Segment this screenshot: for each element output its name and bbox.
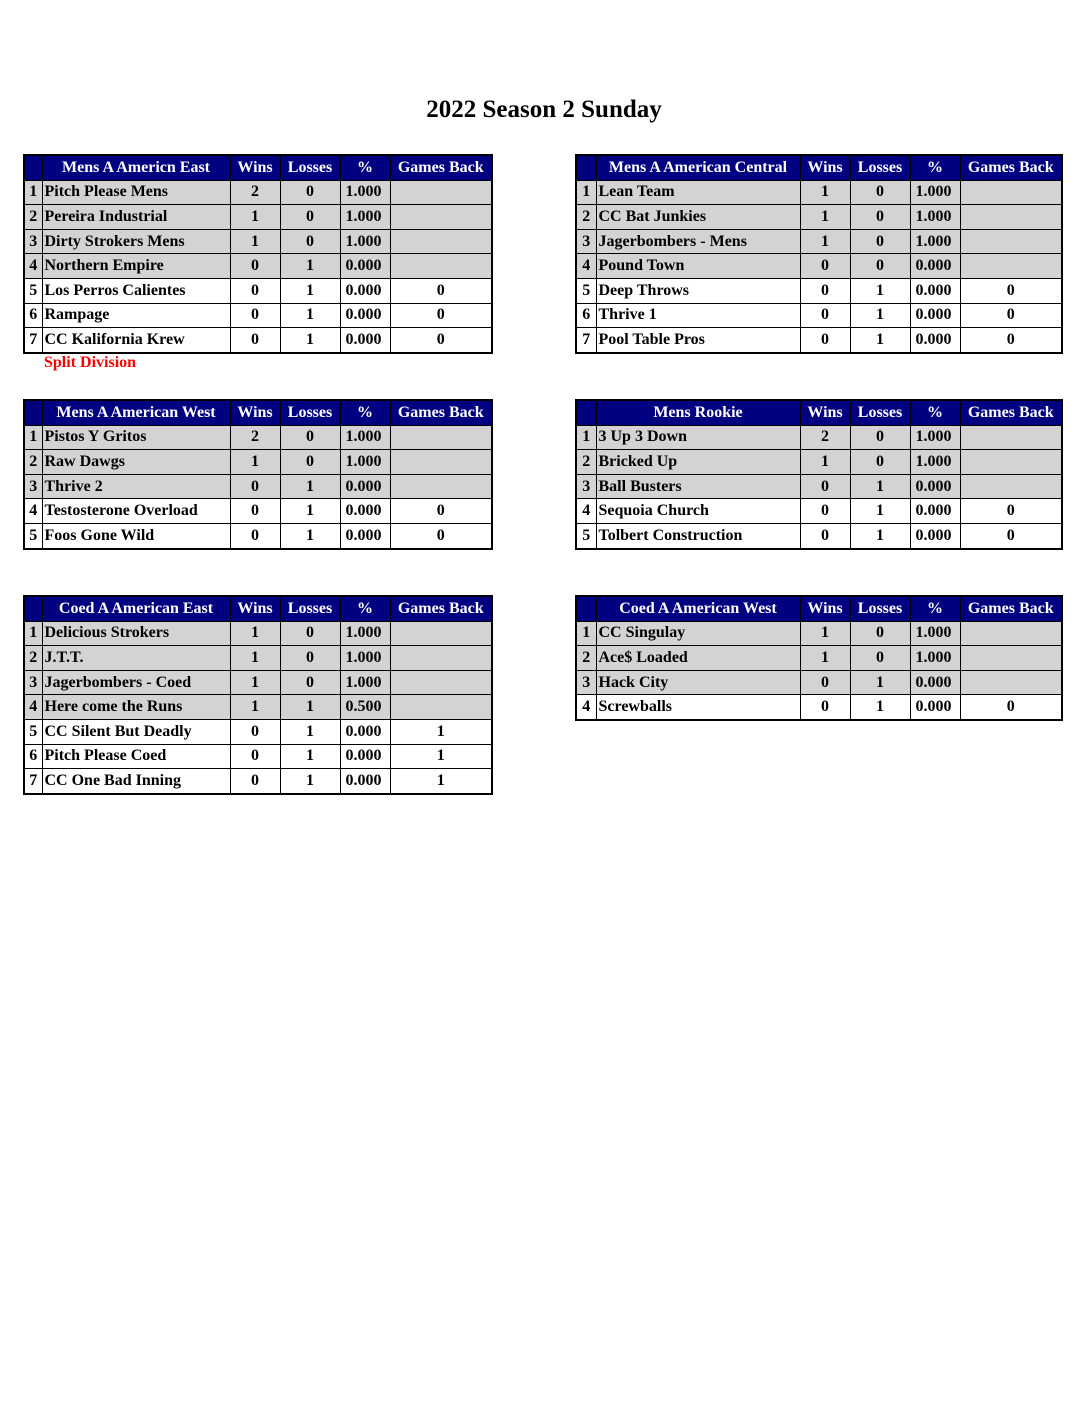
table-row (24, 769, 492, 794)
rank-cell: 4 (576, 499, 596, 524)
pct-header: % (340, 155, 390, 180)
table-row (576, 278, 1062, 303)
losses-cell: 1 (280, 303, 340, 328)
division-name: Mens A Americn East (42, 155, 230, 180)
wins-header: Wins (800, 155, 850, 180)
standings-table-mens-rookie (575, 399, 1063, 550)
wins-cell: 0 (230, 719, 280, 744)
games-back-header: Games Back (960, 400, 1062, 425)
wins-cell: 2 (800, 425, 850, 450)
rank-header (24, 596, 42, 621)
wins-header: Wins (230, 596, 280, 621)
wins-header: Wins (800, 596, 850, 621)
wins-cell: 1 (230, 205, 280, 230)
games-back-cell (960, 670, 1062, 695)
wins-cell: 1 (800, 205, 850, 230)
team-cell: CC Silent But Deadly (42, 719, 230, 744)
games-back-cell: 0 (960, 523, 1062, 548)
wins-cell: 0 (230, 328, 280, 353)
rank-cell: 2 (24, 205, 42, 230)
pct-cell: 1.000 (340, 205, 390, 230)
pct-cell: 1.000 (910, 646, 960, 671)
losses-cell: 1 (850, 474, 910, 499)
rank-cell: 6 (24, 744, 42, 769)
rank-cell: 5 (24, 278, 42, 303)
losses-header: Losses (280, 155, 340, 180)
pct-cell: 0.000 (340, 278, 390, 303)
rank-header (576, 400, 596, 425)
team-cell: CC Kalifornia Krew (42, 328, 230, 353)
games-back-header: Games Back (960, 596, 1062, 621)
losses-cell: 0 (850, 450, 910, 475)
games-back-cell (390, 180, 492, 205)
wins-cell: 0 (800, 695, 850, 720)
wins-cell: 0 (230, 254, 280, 279)
table-header-row (24, 596, 492, 621)
team-cell: Here come the Runs (42, 695, 230, 720)
losses-header: Losses (850, 596, 910, 621)
page-title: 2022 Season 2 Sunday (426, 96, 662, 123)
table-row (24, 719, 492, 744)
pct-cell: 1.000 (340, 646, 390, 671)
losses-cell: 0 (280, 425, 340, 450)
pct-header: % (340, 400, 390, 425)
pct-cell: 1.000 (340, 180, 390, 205)
wins-cell: 0 (800, 328, 850, 353)
losses-header: Losses (280, 400, 340, 425)
pct-cell: 1.000 (340, 229, 390, 254)
wins-header: Wins (230, 400, 280, 425)
pct-cell: 1.000 (910, 180, 960, 205)
table-row (576, 621, 1062, 646)
losses-cell: 1 (280, 254, 340, 279)
pct-cell: 0.000 (340, 499, 390, 524)
standings-table-coed-a-american-east (23, 595, 493, 795)
rank-cell: 2 (576, 450, 596, 475)
pct-cell: 0.000 (340, 744, 390, 769)
pct-header: % (910, 155, 960, 180)
pct-cell: 1.000 (910, 205, 960, 230)
table-row (576, 450, 1062, 475)
rank-cell: 2 (576, 205, 596, 230)
pct-cell: 0.000 (340, 769, 390, 794)
losses-cell: 0 (280, 621, 340, 646)
games-back-header: Games Back (390, 400, 492, 425)
team-cell: Pereira Industrial (42, 205, 230, 230)
wins-cell: 1 (800, 229, 850, 254)
table-header-row (24, 155, 492, 180)
team-cell: Rampage (42, 303, 230, 328)
losses-header: Losses (280, 596, 340, 621)
division-name: Mens Rookie (596, 400, 800, 425)
losses-cell: 1 (280, 523, 340, 548)
rank-header (576, 596, 596, 621)
games-back-cell (960, 254, 1062, 279)
standings-table-mens-a-american-east (23, 154, 493, 354)
wins-cell: 2 (230, 180, 280, 205)
losses-cell: 0 (850, 425, 910, 450)
table-row (24, 205, 492, 230)
standings-table-mens-a-american-west (23, 399, 493, 550)
games-back-cell: 0 (390, 523, 492, 548)
wins-cell: 0 (800, 474, 850, 499)
team-cell: CC Bat Junkies (596, 205, 800, 230)
pct-cell: 1.000 (340, 621, 390, 646)
wins-header: Wins (230, 155, 280, 180)
rank-cell: 3 (576, 670, 596, 695)
rank-cell: 2 (24, 646, 42, 671)
games-back-header: Games Back (390, 155, 492, 180)
team-cell: Dirty Strokers Mens (42, 229, 230, 254)
pct-cell: 0.000 (910, 278, 960, 303)
table-row (576, 646, 1062, 671)
team-cell: Testosterone Overload (42, 499, 230, 524)
pct-cell: 0.000 (910, 328, 960, 353)
rank-cell: 5 (576, 523, 596, 548)
rank-cell: 7 (576, 328, 596, 353)
games-back-cell (960, 621, 1062, 646)
rank-cell: 2 (24, 450, 42, 475)
table-row (24, 646, 492, 671)
losses-cell: 0 (280, 646, 340, 671)
wins-cell: 0 (800, 254, 850, 279)
rank-header (576, 155, 596, 180)
team-cell: Jagerbombers - Coed (42, 670, 230, 695)
losses-cell: 0 (280, 180, 340, 205)
table-row (24, 499, 492, 524)
table-row (24, 523, 492, 548)
losses-header: Losses (850, 400, 910, 425)
games-back-cell (960, 474, 1062, 499)
wins-cell: 1 (800, 621, 850, 646)
table-row (24, 744, 492, 769)
pct-cell: 1.000 (910, 425, 960, 450)
games-back-cell: 0 (390, 303, 492, 328)
pct-cell: 1.000 (340, 670, 390, 695)
rank-cell: 3 (576, 474, 596, 499)
wins-cell: 0 (230, 474, 280, 499)
rank-cell: 5 (24, 719, 42, 744)
rank-cell: 1 (576, 180, 596, 205)
losses-cell: 1 (850, 499, 910, 524)
team-cell: Jagerbombers - Mens (596, 229, 800, 254)
rank-header (24, 155, 42, 180)
games-back-cell: 0 (390, 328, 492, 353)
team-cell: Screwballs (596, 695, 800, 720)
losses-cell: 0 (280, 205, 340, 230)
rank-cell: 3 (24, 670, 42, 695)
table-row (576, 205, 1062, 230)
rank-cell: 4 (576, 254, 596, 279)
wins-header: Wins (800, 400, 850, 425)
games-back-cell (390, 450, 492, 475)
games-back-cell (390, 425, 492, 450)
division-name: Mens A American Central (596, 155, 800, 180)
losses-header: Losses (850, 155, 910, 180)
pct-cell: 1.000 (340, 425, 390, 450)
wins-cell: 1 (800, 450, 850, 475)
table-row (24, 425, 492, 450)
team-cell: Tolbert Construction (596, 523, 800, 548)
team-cell: Northern Empire (42, 254, 230, 279)
pct-cell: 0.000 (340, 328, 390, 353)
games-back-header: Games Back (390, 596, 492, 621)
table-row (24, 254, 492, 279)
table-row (576, 303, 1062, 328)
losses-cell: 0 (850, 229, 910, 254)
losses-cell: 1 (850, 670, 910, 695)
table-row (576, 499, 1062, 524)
team-cell: Bricked Up (596, 450, 800, 475)
table-row (576, 425, 1062, 450)
team-cell: Sequoia Church (596, 499, 800, 524)
losses-cell: 1 (280, 328, 340, 353)
team-cell: Pound Town (596, 254, 800, 279)
team-cell: Ball Busters (596, 474, 800, 499)
table-row (576, 474, 1062, 499)
pct-header: % (340, 596, 390, 621)
wins-cell: 1 (230, 229, 280, 254)
losses-cell: 0 (850, 646, 910, 671)
wins-cell: 0 (800, 670, 850, 695)
losses-cell: 1 (850, 278, 910, 303)
table-row (24, 450, 492, 475)
team-cell: Pistos Y Gritos (42, 425, 230, 450)
pct-cell: 0.500 (340, 695, 390, 720)
losses-cell: 1 (850, 523, 910, 548)
table-header-row (576, 596, 1062, 621)
wins-cell: 0 (230, 744, 280, 769)
games-back-cell (960, 450, 1062, 475)
losses-cell: 1 (850, 695, 910, 720)
pct-cell: 0.000 (340, 523, 390, 548)
wins-cell: 1 (230, 646, 280, 671)
pct-cell: 0.000 (340, 719, 390, 744)
rank-cell: 4 (576, 695, 596, 720)
wins-cell: 0 (230, 769, 280, 794)
games-back-cell (390, 254, 492, 279)
team-cell: CC Singulay (596, 621, 800, 646)
table-row (576, 254, 1062, 279)
pct-header: % (910, 400, 960, 425)
rank-header (24, 400, 42, 425)
table-header-row (24, 400, 492, 425)
games-back-header: Games Back (960, 155, 1062, 180)
games-back-cell: 0 (960, 328, 1062, 353)
division-name: Coed A American East (42, 596, 230, 621)
games-back-cell (390, 621, 492, 646)
pct-cell: 1.000 (910, 450, 960, 475)
table-row (24, 621, 492, 646)
games-back-cell: 0 (960, 695, 1062, 720)
pct-cell: 1.000 (910, 229, 960, 254)
table-row (24, 695, 492, 720)
wins-cell: 1 (800, 646, 850, 671)
losses-cell: 1 (280, 499, 340, 524)
table-header-row (576, 400, 1062, 425)
table-row (24, 303, 492, 328)
rank-cell: 4 (24, 695, 42, 720)
losses-cell: 1 (280, 474, 340, 499)
wins-cell: 0 (230, 303, 280, 328)
games-back-cell (390, 229, 492, 254)
losses-cell: 1 (280, 744, 340, 769)
division-name: Mens A American West (42, 400, 230, 425)
wins-cell: 1 (230, 450, 280, 475)
team-cell: Foos Gone Wild (42, 523, 230, 548)
losses-cell: 0 (850, 254, 910, 279)
team-cell: Thrive 1 (596, 303, 800, 328)
pct-header: % (910, 596, 960, 621)
losses-cell: 0 (280, 450, 340, 475)
table-row (576, 695, 1062, 720)
losses-cell: 1 (280, 278, 340, 303)
losses-cell: 1 (280, 769, 340, 794)
table-row (24, 670, 492, 695)
split-division-note: Split Division (44, 354, 137, 371)
rank-cell: 1 (576, 425, 596, 450)
team-cell: Thrive 2 (42, 474, 230, 499)
pct-cell: 0.000 (910, 254, 960, 279)
team-cell: Pitch Please Mens (42, 180, 230, 205)
wins-cell: 0 (230, 523, 280, 548)
losses-cell: 1 (850, 328, 910, 353)
losses-cell: 1 (280, 719, 340, 744)
games-back-cell (960, 180, 1062, 205)
rank-cell: 3 (576, 229, 596, 254)
games-back-cell (390, 205, 492, 230)
wins-cell: 1 (230, 621, 280, 646)
wins-cell: 0 (230, 499, 280, 524)
pct-cell: 0.000 (910, 670, 960, 695)
pct-cell: 1.000 (340, 450, 390, 475)
games-back-cell (390, 670, 492, 695)
rank-cell: 4 (24, 499, 42, 524)
team-cell: J.T.T. (42, 646, 230, 671)
team-cell: CC One Bad Inning (42, 769, 230, 794)
pct-cell: 0.000 (910, 499, 960, 524)
losses-cell: 0 (850, 180, 910, 205)
rank-cell: 1 (24, 621, 42, 646)
games-back-cell (960, 205, 1062, 230)
games-back-cell (960, 425, 1062, 450)
rank-cell: 4 (24, 254, 42, 279)
team-cell: Deep Throws (596, 278, 800, 303)
team-cell: Lean Team (596, 180, 800, 205)
pct-cell: 0.000 (340, 474, 390, 499)
wins-cell: 0 (800, 303, 850, 328)
table-row (576, 328, 1062, 353)
rank-cell: 6 (576, 303, 596, 328)
rank-cell: 3 (24, 229, 42, 254)
games-back-cell (390, 646, 492, 671)
pct-cell: 0.000 (910, 474, 960, 499)
games-back-cell: 1 (390, 719, 492, 744)
rank-cell: 5 (24, 523, 42, 548)
wins-cell: 1 (800, 180, 850, 205)
standings-table-coed-a-american-west (575, 595, 1063, 721)
wins-cell: 1 (230, 670, 280, 695)
wins-cell: 0 (230, 278, 280, 303)
table-row (576, 180, 1062, 205)
table-row (24, 328, 492, 353)
rank-cell: 6 (24, 303, 42, 328)
wins-cell: 1 (230, 695, 280, 720)
team-cell: Delicious Strokers (42, 621, 230, 646)
losses-cell: 0 (850, 621, 910, 646)
pct-cell: 0.000 (910, 695, 960, 720)
games-back-cell: 0 (960, 278, 1062, 303)
losses-cell: 1 (280, 695, 340, 720)
table-row (24, 474, 492, 499)
wins-cell: 0 (800, 278, 850, 303)
rank-cell: 7 (24, 328, 42, 353)
pct-cell: 1.000 (910, 621, 960, 646)
team-cell: Raw Dawgs (42, 450, 230, 475)
games-back-cell: 0 (960, 499, 1062, 524)
team-cell: Pool Table Pros (596, 328, 800, 353)
losses-cell: 0 (280, 670, 340, 695)
games-back-cell (960, 646, 1062, 671)
team-cell: Ace$ Loaded (596, 646, 800, 671)
table-row (576, 670, 1062, 695)
losses-cell: 1 (850, 303, 910, 328)
table-header-row (576, 155, 1062, 180)
rank-cell: 1 (24, 425, 42, 450)
rank-cell: 5 (576, 278, 596, 303)
team-cell: 3 Up 3 Down (596, 425, 800, 450)
games-back-cell: 0 (390, 499, 492, 524)
rank-cell: 3 (24, 474, 42, 499)
games-back-cell: 0 (960, 303, 1062, 328)
team-cell: Los Perros Calientes (42, 278, 230, 303)
pct-cell: 0.000 (340, 303, 390, 328)
pct-cell: 0.000 (910, 523, 960, 548)
losses-cell: 0 (850, 205, 910, 230)
games-back-cell (390, 474, 492, 499)
games-back-cell: 1 (390, 769, 492, 794)
rank-cell: 7 (24, 769, 42, 794)
games-back-cell (390, 695, 492, 720)
losses-cell: 0 (280, 229, 340, 254)
rank-cell: 1 (24, 180, 42, 205)
table-row (24, 229, 492, 254)
division-name: Coed A American West (596, 596, 800, 621)
rank-cell: 2 (576, 646, 596, 671)
wins-cell: 0 (800, 523, 850, 548)
games-back-cell: 1 (390, 744, 492, 769)
table-row (24, 278, 492, 303)
table-row (576, 523, 1062, 548)
table-row (576, 229, 1062, 254)
wins-cell: 2 (230, 425, 280, 450)
team-cell: Hack City (596, 670, 800, 695)
pct-cell: 0.000 (340, 254, 390, 279)
table-row (24, 180, 492, 205)
games-back-cell (960, 229, 1062, 254)
standings-table-mens-a-american-central (575, 154, 1063, 354)
rank-cell: 1 (576, 621, 596, 646)
team-cell: Pitch Please Coed (42, 744, 230, 769)
games-back-cell: 0 (390, 278, 492, 303)
pct-cell: 0.000 (910, 303, 960, 328)
wins-cell: 0 (800, 499, 850, 524)
